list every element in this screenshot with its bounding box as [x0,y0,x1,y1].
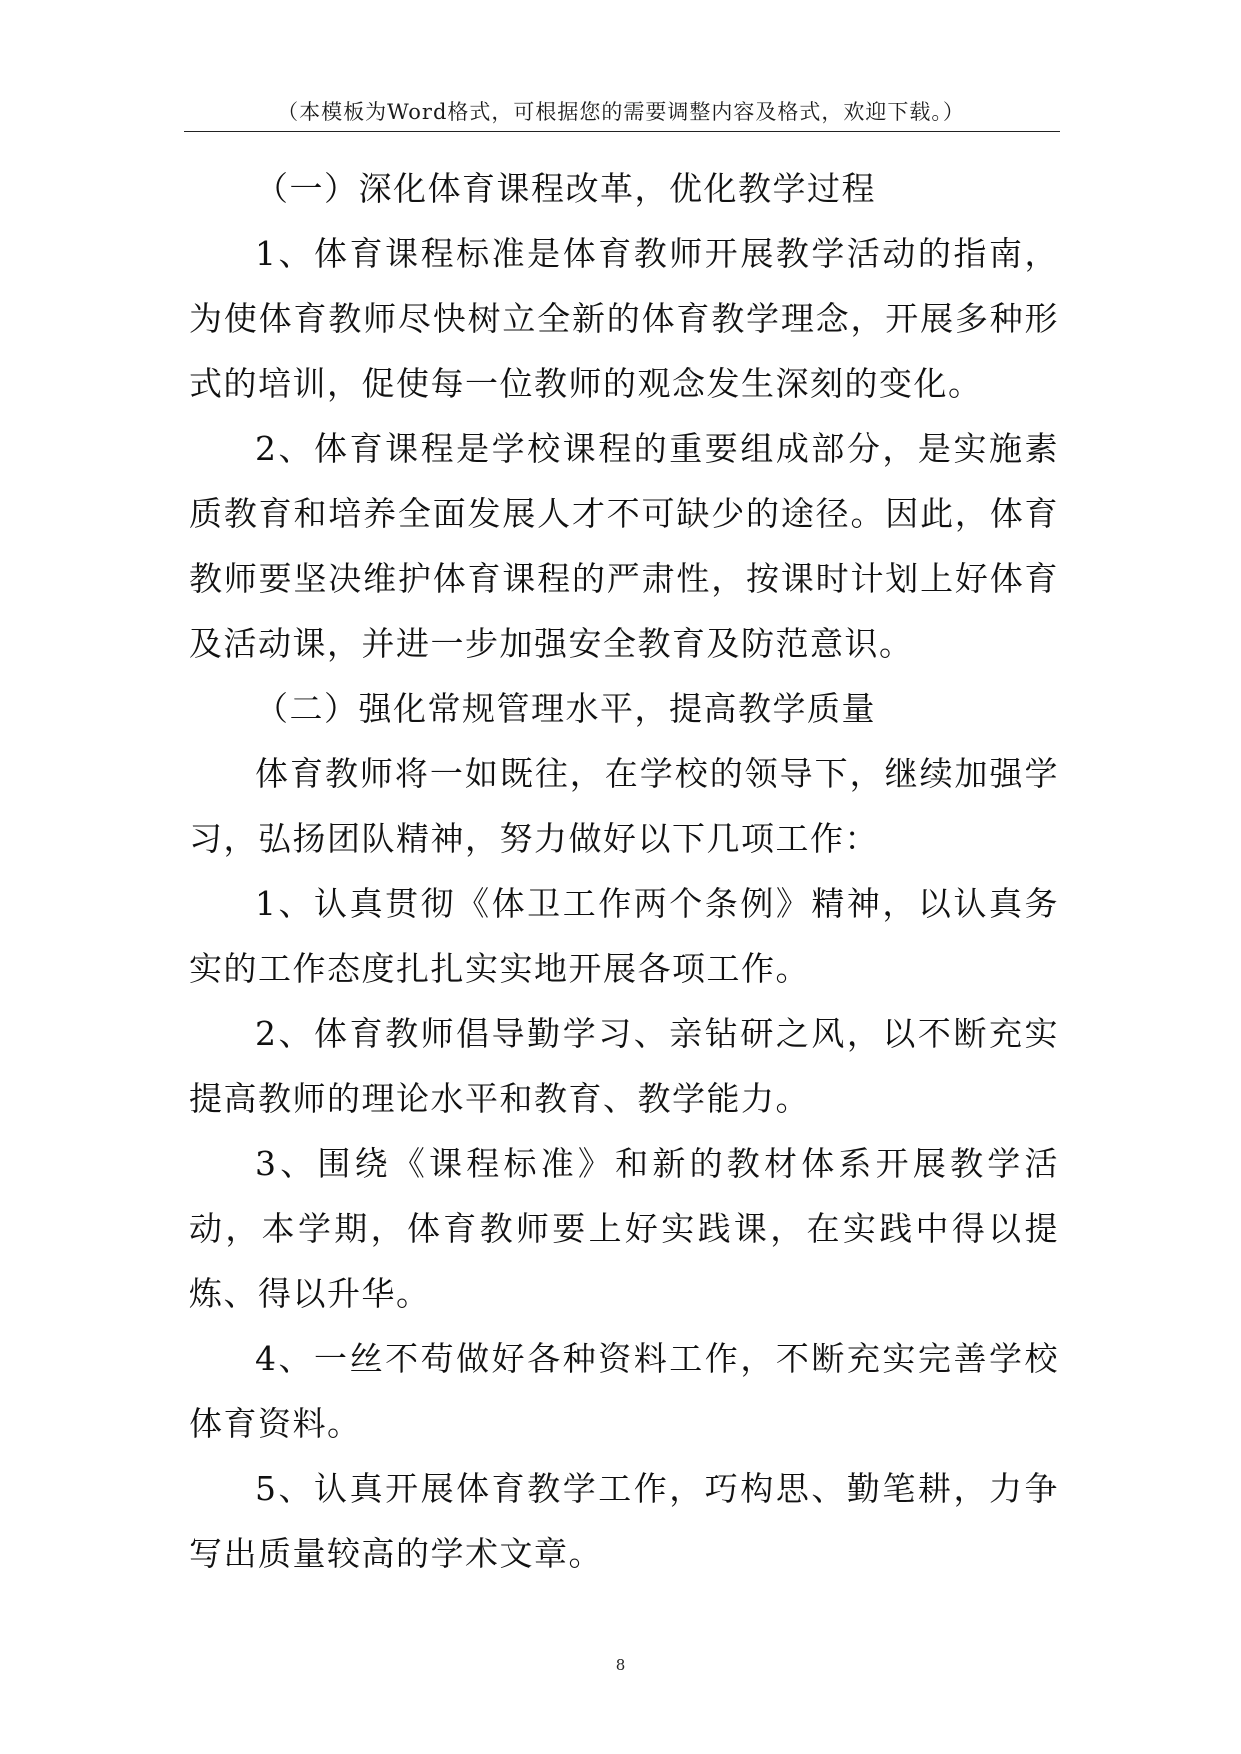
list-item-1: 1、认真贯彻《体卫工作两个条例》精神，以认真务实的工作态度扎扎实实地开展各项工作。 [189,884,1059,988]
header-divider [184,131,1060,132]
document-body [189,156,1059,1586]
list-item-2: 2、体育教师倡导勤学习、亲钻研之风，以不断充实提高教师的理论水平和教育、教学能力。 [189,1014,1059,1118]
section-heading-2: （二）强化常规管理水平，提高教学质量 [255,689,876,728]
list-item-4: 4、一丝不苟做好各种资料工作，不断充实完善学校体育资料。 [189,1339,1059,1443]
paragraph-item-2: 2、体育课程是学校课程的重要组成部分，是实施素质教育和培养全面发展人才不可缺少的途径。因此，体育教师要坚决维护体育课程的严肃性，按课时计划上好体育及活动课，并进一步加强安全教育及防范意识。 [189,429,1059,663]
list-item-5: 5、认真开展体育教学工作，巧构思、勤笔耕，力争写出质量较高的学术文章。 [189,1469,1059,1573]
template-note-header: （本模板为Word格式，可根据您的需要调整内容及格式，欢迎下载。） [277,100,965,124]
paragraph-item-1: 1、体育课程标准是体育教师开展教学活动的指南，为使体育教师尽快树立全新的体育教学理念，开展多种形式的培训，促使每一位教师的观念发生深刻的变化。 [189,234,1059,403]
page-number: 8 [615,1656,626,1674]
list-item-3: 3、围绕《课程标准》和新的教材体系开展教学活动，本学期，体育教师要上好实践课，在实践中得以提炼、得以升华。 [189,1144,1059,1313]
paragraph-intro: 体育教师将一如既往，在学校的领导下，继续加强学习，弘扬团队精神，努力做好以下几项工作： [189,754,1059,858]
section-heading-1: （一）深化体育课程改革，优化教学过程 [255,169,876,208]
